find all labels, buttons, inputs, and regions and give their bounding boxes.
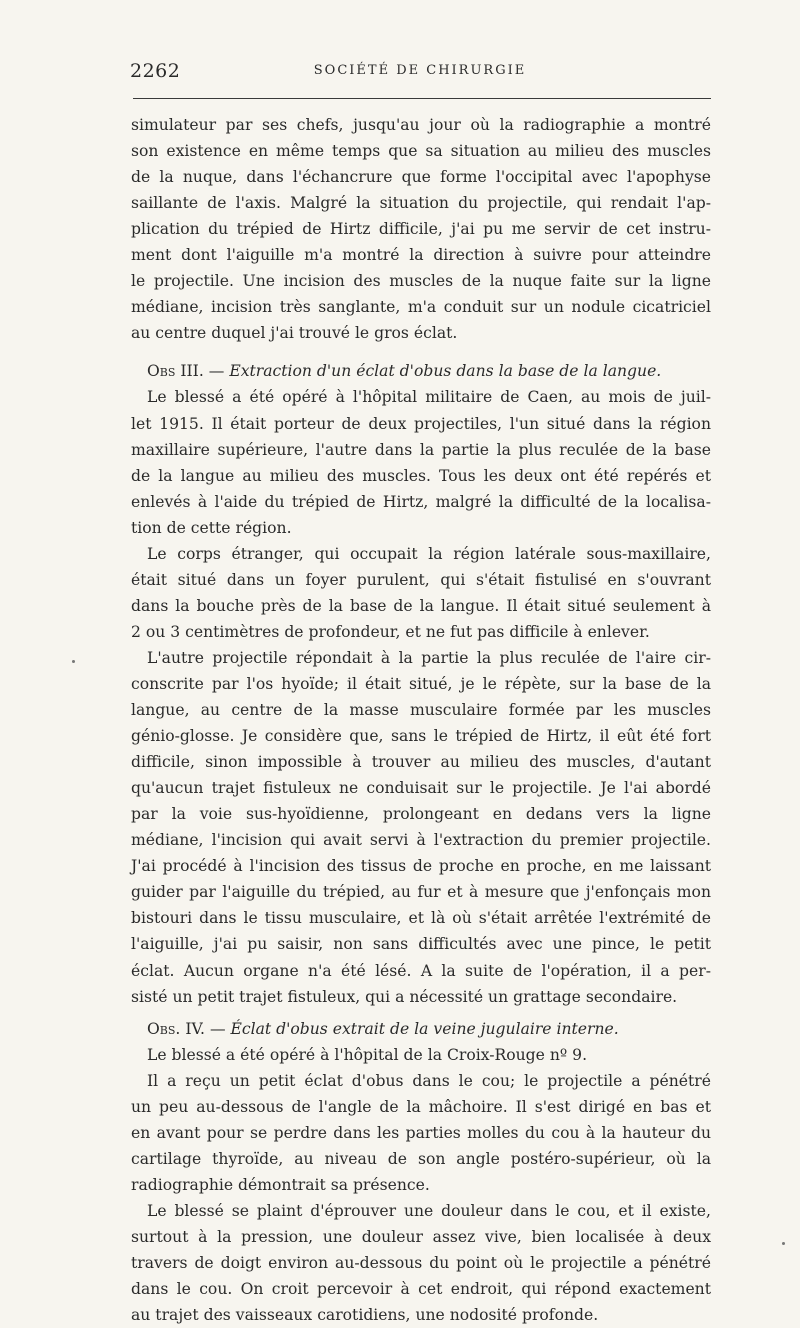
text-line: plication du trépied de Hirtz difficile, j'ai pu me servir de cet instru- (131, 220, 711, 239)
text-line: langue, au centre de la masse musculaire formée par les muscles (131, 701, 711, 720)
obs-3-section (131, 358, 711, 1009)
text-line: saillante de l'axis. Malgré la situation du projectile, qui rendait l'ap- (131, 194, 711, 213)
text-line: en avant pour se perdre dans les parties molles du cou à la hauteur du (131, 1123, 711, 1142)
text-line: par la voie sus-hyoïdienne, prolongeant en dedans vers la ligne (131, 805, 711, 824)
text-line: était situé dans un foyer purulent, qui s'était fistulisé en s'ouvrant (131, 570, 711, 589)
page-header (130, 60, 710, 84)
obs-4-dash: — (209, 1019, 226, 1038)
text-line: guider par l'aiguille du trépied, au fur et à mesure que j'enfonçais mon (131, 883, 711, 902)
running-title: SOCIÉTÉ DE CHIRURGIE (313, 63, 527, 78)
page-number: 2262 (130, 60, 181, 82)
text-line: enlevés à l'aide du trépied de Hirtz, malgré la difficulté de la localisa- (131, 492, 711, 511)
text-line: Il a reçu un petit éclat d'obus dans le cou; le projectile a pénétré (147, 1071, 711, 1090)
text-line: conscrite par l'os hyoïde; il était situé, je le répète, sur la base de la (131, 674, 711, 693)
text-line: de la langue au milieu des muscles. Tous les deux ont été repérés et (131, 466, 711, 485)
obs-3-paragraph-2 (131, 541, 711, 645)
body-text (131, 112, 711, 1328)
text-line: au trajet des vaisseaux carotidiens, une nodosité profonde. (131, 1306, 599, 1325)
obs-3-title: Extraction d'un éclat d'obus dans la base de la langue. (229, 362, 662, 381)
obs-3-paragraph-1 (131, 384, 711, 540)
text-line: difficile, sinon impossible à trouver au milieu des muscles, d'autant (131, 753, 711, 772)
text-line: travers de doigt environ au-dessous du point où le projectile a pénétré (131, 1254, 711, 1273)
text-line: de la nuque, dans l'échancrure que forme l'occipital avec l'apophyse (131, 168, 711, 187)
text-line: sisté un petit trajet fistuleux, qui a nécessité un grattage secondaire. (131, 987, 678, 1006)
text-line: médiane, incision très sanglante, m'a conduit sur un nodule cicatriciel (131, 298, 711, 317)
obs-4-section (131, 1016, 711, 1328)
obs-3-heading (131, 358, 711, 384)
intro-paragraph (131, 112, 711, 346)
obs-3-label: Obs III. (147, 362, 204, 381)
obs-4-paragraph-2 (131, 1068, 711, 1198)
text-line: qu'aucun trajet fistuleux ne conduisait sur le projectile. Je l'ai abordé (131, 779, 711, 798)
text-line: surtout à la pression, une douleur assez vive, bien localisée à deux (131, 1227, 711, 1246)
text-line: bistouri dans le tissu musculaire, et là où s'était arrêtée l'extrémité de (131, 909, 711, 928)
text-line: dans la bouche près de la base de la langue. Il était situé seulement à (131, 596, 711, 615)
text-line: au centre duquel j'ai trouvé le gros éclat. (131, 324, 458, 343)
paper-speck (72, 660, 75, 663)
text-line: let 1915. Il était porteur de deux projectiles, l'un situé dans la région (131, 414, 711, 433)
text-line: radiographie démontrait sa présence. (131, 1175, 430, 1194)
obs-3-paragraph-3 (131, 645, 711, 1010)
text-line: dans le cou. On croit percevoir à cet endroit, qui répond exactement (131, 1280, 711, 1299)
text-line: ment dont l'aiguille m'a montré la direction à suivre pour atteindre (131, 246, 711, 265)
text-line: maxillaire supérieure, l'autre dans la partie la plus reculée de la base (131, 440, 711, 459)
text-line: Le blessé a été opéré à l'hôpital militaire de Caen, au mois de juil- (147, 388, 711, 407)
obs-4-label: Obs. IV. (147, 1019, 205, 1038)
text-line: l'aiguille, j'ai pu saisir, non sans difficultés avec une pince, le petit (131, 935, 711, 954)
text-line: son existence en même temps que sa situation au milieu des muscles (131, 142, 711, 161)
obs-3-dash: — (208, 362, 225, 381)
obs-4-paragraph-1 (131, 1042, 711, 1068)
text-line: génio-glosse. Je considère que, sans le trépied de Hirtz, il eût été fort (131, 727, 711, 746)
text-line: éclat. Aucun organe n'a été lésé. A la suite de l'opération, il a per- (131, 961, 711, 980)
text-line: L'autre projectile répondait à la partie la plus reculée de l'aire cir- (147, 648, 711, 667)
text-line: cartilage thyroïde, au niveau de son angle postéro-supérieur, où la (131, 1149, 711, 1168)
text-line: Le corps étranger, qui occupait la région latérale sous-maxillaire, (147, 544, 711, 563)
header-rule (133, 98, 711, 99)
text-line: Le blessé a été opéré à l'hôpital de la Croix-Rouge nº 9. (147, 1045, 588, 1064)
text-line: tion de cette région. (131, 518, 292, 537)
text-line: médiane, l'incision qui avait servi à l'extraction du premier projectile. (131, 831, 711, 850)
obs-4-title: Éclat d'obus extrait de la veine jugulaire interne. (230, 1019, 619, 1038)
text-line: J'ai procédé à l'incision des tissus de proche en proche, en me laissant (131, 857, 711, 876)
text-line: simulateur par ses chefs, jusqu'au jour où la radiographie a montré (131, 116, 711, 134)
text-line: 2 ou 3 centimètres de profondeur, et ne fut pas difficile à enlever. (131, 622, 650, 641)
paper-speck (782, 1242, 785, 1245)
obs-4-heading (131, 1016, 711, 1042)
text-line: le projectile. Une incision des muscles de la nuque faite sur la ligne (131, 272, 711, 291)
obs-4-paragraph-3 (131, 1198, 711, 1328)
text-line: Le blessé se plaint d'éprouver une douleur dans le cou, et il existe, (147, 1201, 711, 1220)
text-line: un peu au-dessous de l'angle de la mâchoire. Il s'est dirigé en bas et (131, 1097, 711, 1116)
